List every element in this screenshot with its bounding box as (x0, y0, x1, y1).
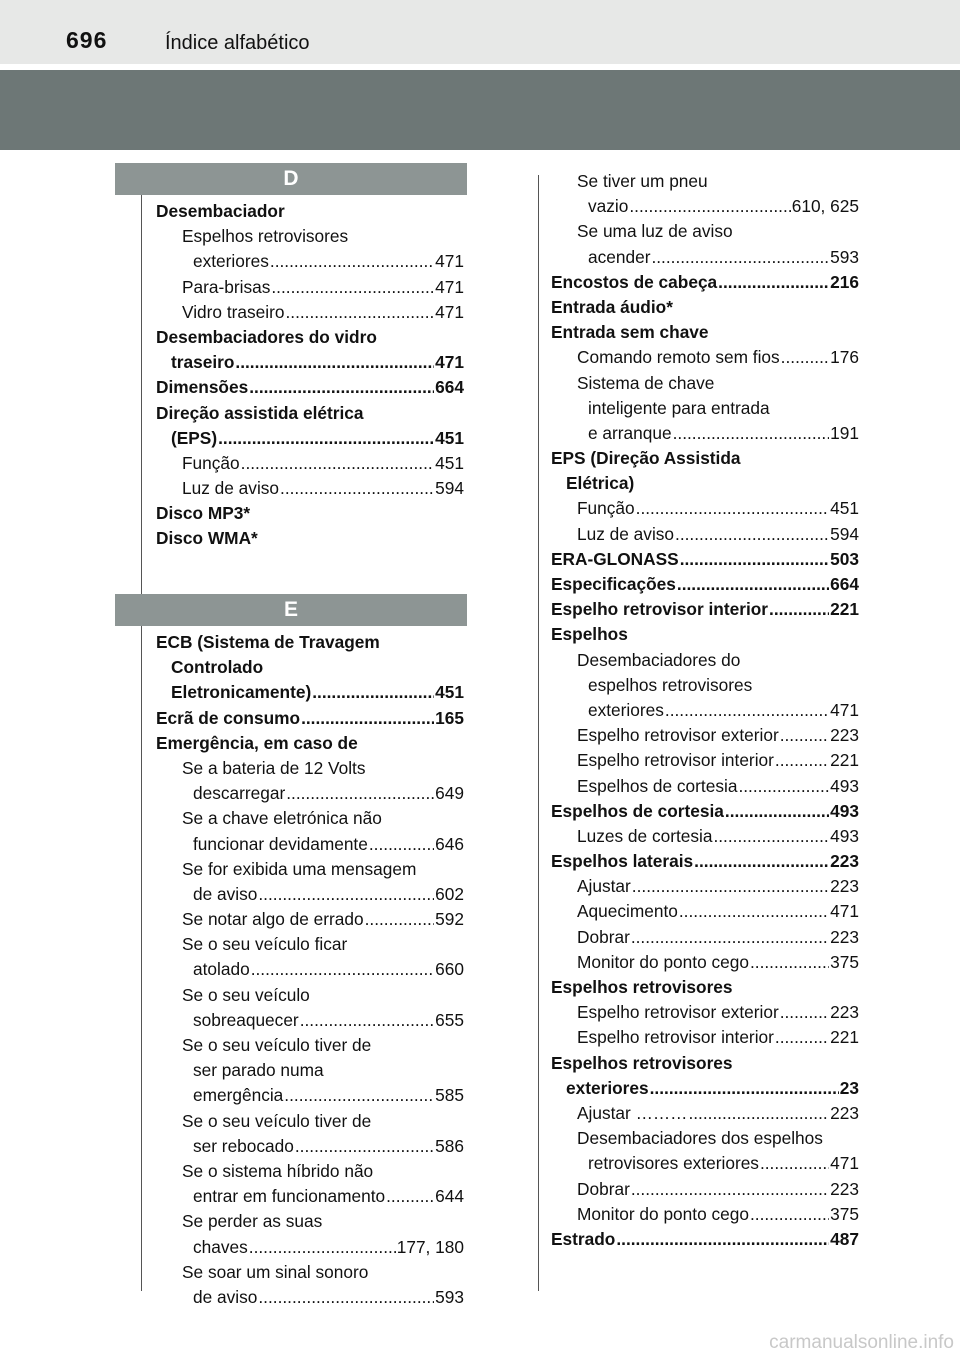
entry-term: ECB (Sistema de Travagem (156, 632, 380, 652)
entry-term: Espelhos retrovisores (551, 1052, 733, 1073)
index-entry (551, 874, 859, 899)
entry-term: Função (577, 498, 635, 519)
header-band (0, 70, 960, 150)
entry-term: Se a chave eletrónica não (182, 808, 382, 829)
entry-page: 660 (435, 959, 464, 980)
index-entry (551, 295, 859, 320)
header-strip (0, 0, 960, 64)
index-entry (551, 698, 859, 723)
index-entry (156, 325, 464, 350)
index-entry (551, 396, 859, 421)
entry-term: entrar em funcionamento (193, 1186, 386, 1207)
entry-term: Eletronicamente) (171, 682, 312, 703)
index-entry (156, 1033, 464, 1058)
dot-leader (636, 496, 830, 521)
page-number: 696 (66, 27, 108, 53)
entry-term: Disco WMA* (156, 528, 258, 549)
dot-leader (258, 882, 434, 907)
entry-term: Desembaciador (156, 201, 285, 221)
entry-term: Ecrã de consumo (156, 707, 301, 728)
index-entry (551, 1101, 859, 1126)
index-entry (156, 249, 464, 274)
index-entry (156, 706, 464, 731)
dot-leader (280, 476, 434, 501)
entry-term: vazio (588, 196, 629, 217)
dot-leader (713, 824, 829, 849)
index-entry (156, 426, 464, 451)
entry-term: ser parado numa (193, 1060, 324, 1081)
index-entry (551, 723, 859, 748)
index-entry (156, 781, 464, 806)
index-entry (156, 1260, 464, 1285)
index-entry (551, 648, 859, 673)
entry-page: 602 (435, 883, 464, 904)
entry-term: espelhos retrovisores (588, 674, 753, 695)
entry-page: 655 (435, 1009, 464, 1030)
entry-term: Ajustar ……… (577, 1102, 688, 1123)
index-entry (156, 1235, 464, 1260)
dot-leader (285, 300, 434, 325)
entry-term: EPS (Direção Assistida (551, 448, 741, 469)
dot-leader (369, 832, 434, 857)
entry-term: Se notar algo de errado (182, 909, 364, 930)
index-entry (551, 899, 859, 924)
index-entry (156, 655, 464, 680)
entry-page: 223 (830, 876, 859, 897)
entry-page: 223 (830, 851, 859, 872)
entry-term: exteriores (588, 699, 664, 720)
index-entry (156, 476, 464, 501)
dot-leader (725, 799, 829, 824)
index-entry (156, 731, 464, 756)
entry-term: Emergência, em caso de (156, 732, 358, 753)
index-entry (551, 1202, 859, 1227)
index-entry (156, 300, 464, 325)
entry-term: exteriores (566, 1077, 649, 1098)
entry-term: Desembaciadores do (577, 649, 741, 670)
entry-term: ser rebocado (193, 1135, 294, 1156)
entry-page: 375 (830, 951, 859, 972)
entry-page: 610, 625 (791, 196, 859, 217)
entry-term: Dimensões (156, 377, 249, 398)
index-entry (551, 270, 859, 295)
index-entry (156, 932, 464, 957)
column-divider-right (538, 175, 539, 1291)
index-entry (551, 597, 859, 622)
entry-term: Especificações (551, 574, 676, 594)
dot-leader (769, 597, 829, 622)
dot-leader (665, 698, 829, 723)
entry-term: Vidro traseiro (182, 301, 285, 322)
entry-term: Para-brisas (182, 276, 271, 297)
index-entry (551, 446, 859, 471)
index-entry (156, 1285, 464, 1310)
dot-leader (781, 345, 829, 370)
index-list-right (551, 169, 859, 1252)
entry-page: 375 (830, 1203, 859, 1224)
entry-page: 593 (830, 246, 859, 267)
entry-term: Se o seu veículo (182, 984, 310, 1005)
index-entry (551, 1051, 859, 1076)
entry-term: Luzes de cortesia (577, 825, 713, 846)
dot-leader (632, 874, 829, 899)
entry-term: e arranque (588, 422, 672, 443)
index-entry (156, 350, 464, 375)
page-title: Índice alfabético (165, 32, 310, 54)
entry-page: 487 (830, 1228, 859, 1249)
index-entry (156, 957, 464, 982)
entry-page: 471 (435, 251, 464, 272)
entry-term: Entrada áudio* (551, 296, 673, 317)
section-letter: D (283, 167, 299, 190)
entry-page: 451 (435, 682, 464, 703)
entry-term: Se o seu veículo tiver de (182, 1110, 372, 1131)
dot-leader (270, 249, 434, 274)
entry-term: ERA-GLONASS (551, 548, 679, 569)
entry-term: traseiro (171, 352, 235, 373)
entry-page: 471 (435, 276, 464, 297)
dot-leader (312, 680, 434, 705)
index-entry (551, 673, 859, 698)
entry-term: Se o seu veículo tiver de (182, 1035, 372, 1055)
index-entry (551, 169, 859, 194)
index-entry (551, 421, 859, 446)
entry-term: Espelhos laterais (551, 851, 694, 872)
entry-term: Disco MP3* (156, 503, 251, 524)
entry-term: Elétrica) (566, 473, 635, 494)
entry-page: 451 (435, 427, 464, 448)
dot-leader (284, 1083, 434, 1108)
entry-page: 592 (435, 909, 464, 930)
index-entry (156, 224, 464, 249)
entry-term: de aviso (193, 1286, 258, 1307)
entry-page: 221 (830, 1027, 859, 1048)
index-entry (156, 1209, 464, 1234)
index-entry (551, 849, 859, 874)
dot-leader (300, 1008, 434, 1033)
entry-page: 216 (830, 271, 859, 292)
entry-term: Dobrar (577, 1178, 630, 1199)
entry-term: Controlado (171, 657, 264, 678)
entry-page: 451 (435, 452, 464, 473)
entry-term: acender (588, 246, 651, 267)
entry-page: 223 (830, 1102, 859, 1123)
index-entry (551, 950, 859, 975)
index-entry (156, 983, 464, 1008)
section-letter: E (283, 598, 298, 621)
entry-term: descarregar (193, 783, 286, 804)
dot-leader (629, 194, 790, 219)
entry-page: 593 (435, 1286, 464, 1307)
dot-leader (738, 774, 829, 799)
index-entry (156, 501, 464, 526)
index-entry (551, 471, 859, 496)
dot-leader (241, 451, 435, 476)
entry-term: Se perder as suas (182, 1211, 323, 1232)
index-entry (551, 194, 859, 219)
dot-leader (694, 849, 829, 874)
dot-leader (271, 275, 434, 300)
entry-term: Encostos de cabeça (551, 271, 718, 292)
entry-term: Monitor do ponto cego (577, 1203, 749, 1224)
index-entry (156, 451, 464, 476)
index-entry (551, 774, 859, 799)
dot-leader (677, 572, 829, 597)
entry-term: Espelho retrovisor exterior (577, 725, 779, 746)
entry-page: 221 (830, 750, 859, 771)
entry-term: Se o sistema híbrido não (182, 1160, 374, 1181)
dot-leader (760, 1151, 829, 1176)
index-entry (551, 799, 859, 824)
index-entry (551, 975, 859, 1000)
index-list-d (156, 199, 464, 552)
entry-page: 176 (830, 347, 859, 368)
index-entry (156, 630, 464, 655)
index-entry (156, 806, 464, 831)
entry-page: 177, 180 (396, 1236, 464, 1257)
watermark: carmanualsonline.info (769, 1332, 954, 1353)
index-entry (551, 320, 859, 345)
entry-page: 471 (435, 352, 464, 373)
entry-term: Espelho retrovisor interior (577, 750, 774, 771)
entry-page: 493 (830, 825, 859, 846)
index-entry (551, 1177, 859, 1202)
entry-term: Dobrar (577, 926, 630, 947)
entry-page: 223 (830, 1002, 859, 1023)
entry-term: exteriores (193, 251, 269, 272)
entry-page: 664 (435, 377, 464, 398)
entry-term: funcionar devidamente (193, 833, 368, 854)
entry-term: Luz de aviso (577, 523, 675, 544)
index-entry (551, 1076, 859, 1101)
entry-term: Aquecimento (577, 901, 678, 922)
entry-page: 191 (830, 422, 859, 443)
entry-term: emergência (193, 1085, 284, 1106)
dot-leader (679, 899, 829, 924)
dot-leader (235, 350, 434, 375)
entry-term: Sistema de chave (577, 372, 715, 393)
dot-leader (650, 1076, 839, 1101)
index-list-e (156, 630, 464, 1310)
dot-leader (780, 723, 829, 748)
entry-page: 165 (435, 707, 464, 728)
index-entry (551, 622, 859, 647)
entry-page: 594 (830, 523, 859, 544)
dot-leader (218, 426, 434, 451)
index-entry (156, 401, 464, 426)
entry-term: inteligente para entrada (588, 397, 770, 418)
entry-term: retrovisores exteriores (588, 1153, 759, 1174)
dot-leader (775, 748, 829, 773)
entry-page: 223 (830, 1178, 859, 1199)
entry-page: 664 (830, 574, 859, 594)
entry-term: Espelho retrovisor interior (577, 1027, 774, 1048)
section-header-e (115, 594, 467, 626)
index-entry (156, 375, 464, 400)
entry-term: atolado (193, 959, 250, 980)
index-entry (156, 832, 464, 857)
index-entry (156, 1159, 464, 1184)
dot-leader (631, 1177, 829, 1202)
dot-leader (718, 270, 829, 295)
entry-page: 223 (830, 926, 859, 947)
entry-term: chaves (193, 1236, 248, 1257)
index-entry (551, 572, 859, 597)
section-header-d (115, 163, 467, 195)
entry-page: 23 (839, 1077, 859, 1098)
dot-leader (631, 925, 829, 950)
entry-term: Se o seu veículo ficar (182, 934, 348, 955)
index-entry (156, 1058, 464, 1083)
index-entry (551, 496, 859, 521)
entry-page: 471 (435, 301, 464, 322)
dot-leader (675, 522, 829, 547)
dot-leader (258, 1285, 434, 1310)
index-entry (551, 245, 859, 270)
entry-term: Espelhos (551, 624, 628, 645)
entry-term: Espelhos retrovisores (551, 977, 733, 997)
dot-leader (365, 907, 435, 932)
dot-leader (249, 375, 434, 400)
column-divider-left (141, 195, 142, 1291)
index-entry (551, 522, 859, 547)
entry-page: 586 (435, 1135, 464, 1156)
entry-page: 594 (435, 478, 464, 499)
entry-page: 471 (830, 1153, 859, 1174)
entry-term: Espelhos retrovisores (182, 226, 349, 247)
index-entry (551, 219, 859, 244)
entry-term: Se for exibida uma mensagem (182, 858, 417, 879)
index-entry (156, 526, 464, 551)
dot-leader (386, 1184, 434, 1209)
entry-term: Se a bateria de 12 Volts (182, 757, 366, 778)
dot-leader (775, 1025, 829, 1050)
entry-page: 585 (435, 1085, 464, 1106)
index-entry (156, 857, 464, 882)
index-entry (156, 907, 464, 932)
dot-leader (680, 547, 829, 572)
dot-leader (750, 1202, 829, 1227)
entry-term: Espelho retrovisor exterior (577, 1002, 779, 1023)
entry-page: 493 (830, 800, 859, 821)
dot-leader (286, 781, 434, 806)
index-entry (551, 748, 859, 773)
dot-leader (750, 950, 829, 975)
entry-term: Se soar um sinal sonoro (182, 1261, 369, 1282)
dot-leader (249, 1235, 396, 1260)
entry-term: Estrado (551, 1228, 616, 1249)
index-entry (551, 371, 859, 396)
entry-term: Se tiver um pneu (577, 171, 708, 191)
entry-page: 223 (830, 725, 859, 746)
entry-term: sobreaquecer (193, 1009, 299, 1030)
entry-page: 451 (830, 498, 859, 519)
entry-term: Monitor do ponto cego (577, 951, 749, 972)
entry-page: 493 (830, 775, 859, 796)
entry-term: Se uma luz de aviso (577, 221, 733, 242)
entry-term: Comando remoto sem fios (577, 347, 780, 368)
entry-page: 471 (830, 901, 859, 922)
dot-leader (651, 245, 829, 270)
index-entry (156, 882, 464, 907)
index-entry (551, 1151, 859, 1176)
index-entry (156, 1184, 464, 1209)
dot-leader (616, 1227, 829, 1252)
entry-term: Entrada sem chave (551, 322, 709, 343)
index-entry (156, 1008, 464, 1033)
entry-page: 646 (435, 833, 464, 854)
dot-leader (295, 1134, 434, 1159)
entry-term: Função (182, 452, 240, 473)
entry-term: Direção assistida elétrica (156, 402, 364, 423)
entry-page: 649 (435, 783, 464, 804)
entry-term: Espelho retrovisor interior (551, 599, 769, 620)
dot-leader (780, 1000, 829, 1025)
entry-term: Desembaciadores dos espelhos (577, 1128, 823, 1149)
entry-page: 644 (435, 1186, 464, 1207)
dot-leader (688, 1101, 829, 1126)
index-entry (551, 925, 859, 950)
dot-leader (673, 421, 830, 446)
index-entry (551, 824, 859, 849)
index-entry (156, 680, 464, 705)
index-entry (156, 199, 464, 224)
index-entry (551, 1126, 859, 1151)
index-entry (551, 547, 859, 572)
entry-term: Desembaciadores do vidro (156, 326, 377, 347)
index-entry (156, 275, 464, 300)
entry-term: Espelhos de cortesia (577, 775, 738, 796)
index-entry (551, 1025, 859, 1050)
index-entry (156, 1109, 464, 1134)
entry-page: 471 (830, 699, 859, 720)
dot-leader (301, 706, 434, 731)
index-entry (156, 1083, 464, 1108)
index-entry (156, 756, 464, 781)
entry-term: Luz de aviso (182, 478, 280, 499)
entry-page: 221 (830, 599, 859, 620)
index-entry (156, 1134, 464, 1159)
index-entry (551, 1227, 859, 1252)
index-entry (551, 1000, 859, 1025)
entry-term: (EPS) (171, 427, 218, 448)
dot-leader (251, 957, 434, 982)
entry-term: Espelhos de cortesia (551, 800, 724, 821)
entry-term: de aviso (193, 883, 258, 904)
entry-term: Ajustar (577, 876, 631, 897)
index-entry (551, 345, 859, 370)
entry-page: 503 (830, 548, 859, 569)
